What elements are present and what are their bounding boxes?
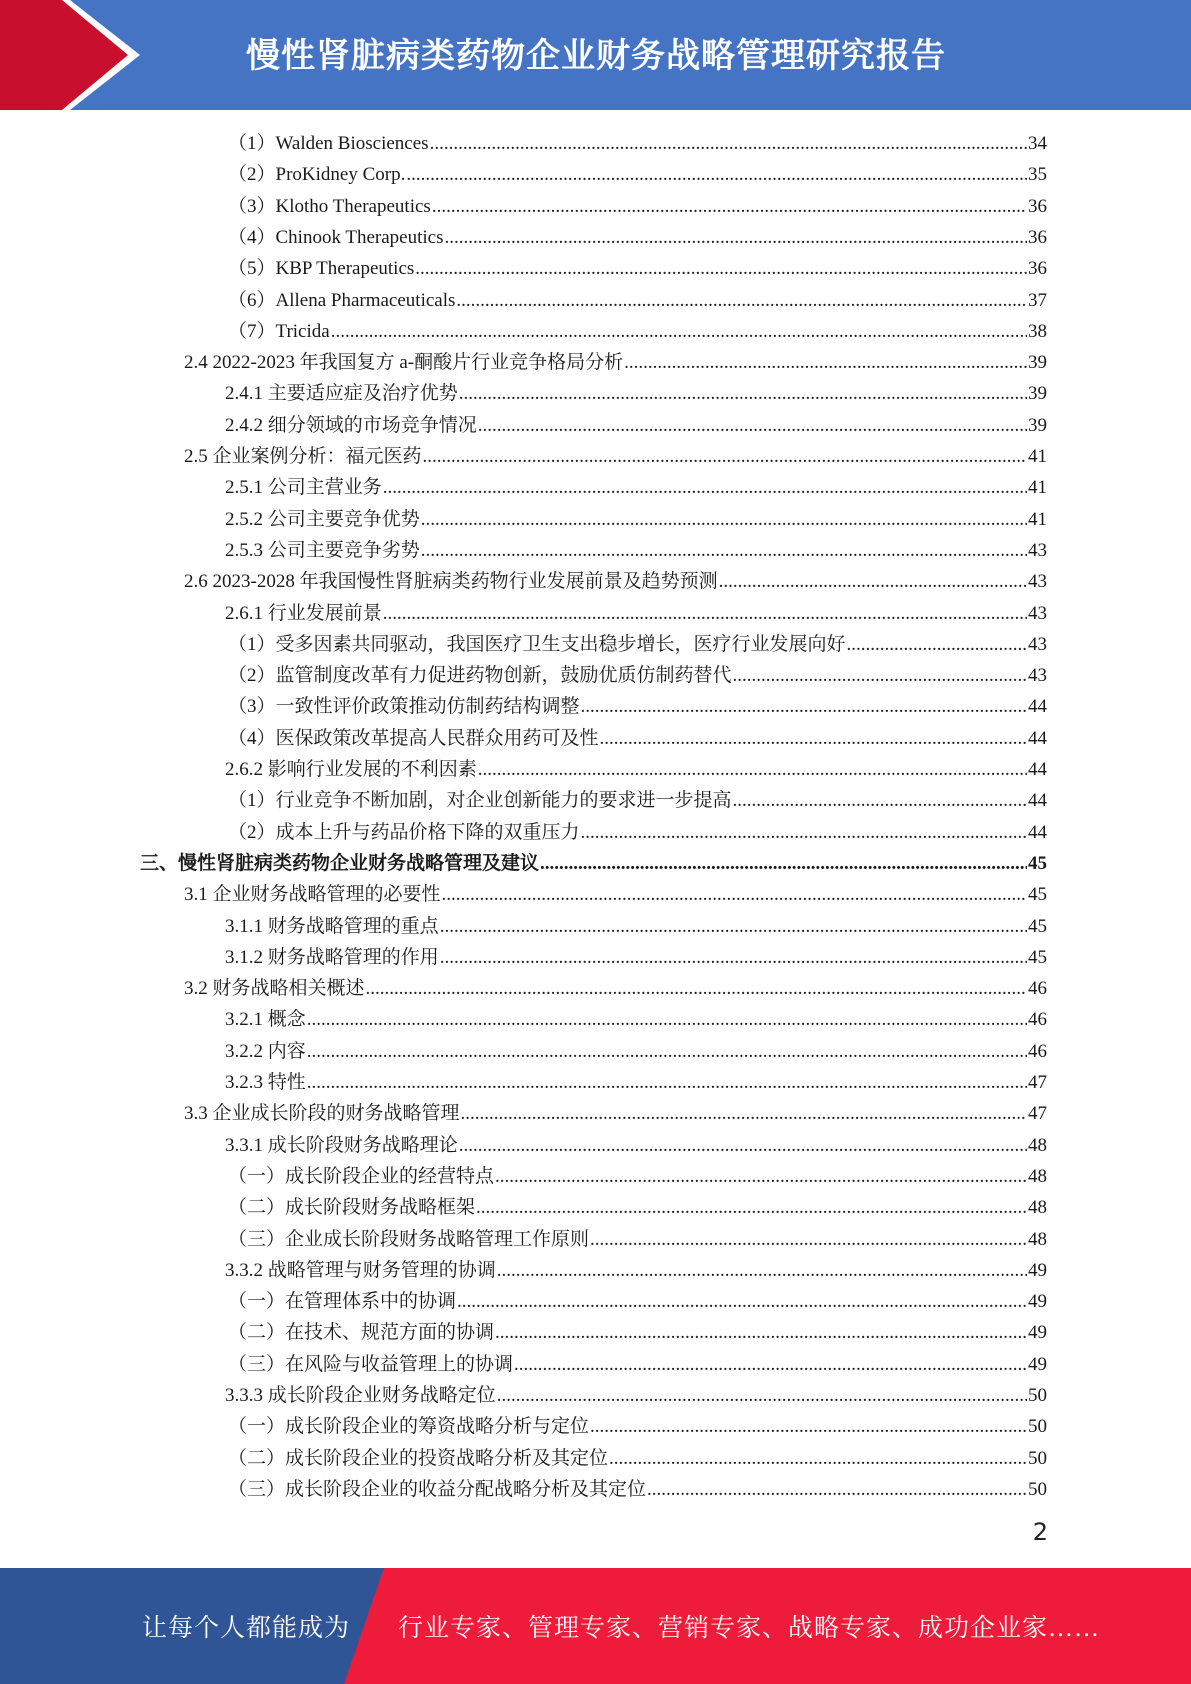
toc-entry-label: （二）成长阶段财务战略框架 xyxy=(228,1197,476,1219)
toc-entry[interactable] xyxy=(225,598,1047,629)
toc-dot-leader xyxy=(430,128,1027,159)
toc-entry[interactable] xyxy=(228,723,1047,754)
toc-entry-label: 2.6.2 影响行业发展的不利因素 xyxy=(225,759,477,780)
toc-dot-leader xyxy=(442,879,1027,910)
toc-entry[interactable] xyxy=(225,472,1047,503)
toc-entry[interactable] xyxy=(228,1286,1047,1317)
toc-entry[interactable] xyxy=(228,817,1047,848)
toc-entry[interactable] xyxy=(140,848,1047,879)
toc-entry[interactable] xyxy=(184,347,1047,378)
toc-entry[interactable] xyxy=(225,535,1047,566)
toc-dot-leader xyxy=(590,1224,1027,1255)
toc-entry-page: 39 xyxy=(1028,414,1047,436)
toc-entry-page: 46 xyxy=(1028,978,1047,1000)
toc-entry-label: （2）监管制度改革有力促进药物创新，鼓励优质仿制药替代 xyxy=(228,665,732,687)
report-title: 慢性肾脏病类药物企业财务战略管理研究报告 xyxy=(246,36,946,76)
toc-entry-page: 48 xyxy=(1028,1134,1047,1156)
toc-entry-page: 50 xyxy=(1028,1478,1047,1500)
toc-entry-label: （二）在技术、规范方面的协调 xyxy=(228,1322,495,1344)
toc-dot-leader xyxy=(459,1130,1027,1161)
toc-entry-page: 36 xyxy=(1028,226,1047,248)
toc-entry-page: 43 xyxy=(1028,602,1047,624)
toc-entry-label: （3）一致性评价政策推动仿制药结构调整 xyxy=(228,696,580,718)
toc-entry[interactable] xyxy=(228,660,1047,691)
toc-dot-leader xyxy=(497,1380,1027,1411)
toc-entry[interactable] xyxy=(228,285,1047,316)
toc-dot-leader xyxy=(476,1192,1027,1223)
toc-entry[interactable] xyxy=(184,1098,1047,1129)
toc-entry-label: 2.6.1 行业发展前景 xyxy=(225,602,382,624)
toc-entry[interactable] xyxy=(225,504,1047,535)
toc-entry-label: （3）Klotho Therapeutics xyxy=(228,195,431,217)
toc-entry[interactable] xyxy=(225,1067,1047,1098)
toc-entry-label: （5）KBP Therapeutics xyxy=(228,258,415,280)
toc-entry[interactable] xyxy=(228,1317,1047,1348)
toc-dot-leader xyxy=(444,222,1027,253)
toc-entry-page: 47 xyxy=(1028,1072,1047,1093)
toc-entry[interactable] xyxy=(225,1036,1047,1067)
toc-entry-label: 2.5.2 公司主要竞争优势 xyxy=(225,508,420,530)
toc-entry[interactable] xyxy=(184,441,1047,472)
toc-entry-label: 3.3.2 战略管理与财务管理的协调 xyxy=(225,1259,496,1281)
toc-entry[interactable] xyxy=(228,222,1047,253)
toc-entry-label: 2.6 2023-2028 年我国慢性肾脏病类药物行业发展前景及趋势预测 xyxy=(184,571,718,593)
footer-slogan-right: 行业专家、管理专家、营销专家、战略专家、成功企业家…… xyxy=(398,1615,1101,1642)
toc-dot-leader xyxy=(307,1004,1027,1035)
toc-dot-leader xyxy=(478,410,1027,441)
toc-entry-page: 49 xyxy=(1028,1353,1047,1375)
toc-entry-label: （4）医保政策改革提高人民群众用药可及性 xyxy=(228,727,599,749)
toc-entry-label: （7）Tricida xyxy=(228,320,330,342)
toc-entry[interactable] xyxy=(228,1411,1047,1442)
toc-dot-leader xyxy=(366,973,1027,1004)
toc-dot-leader xyxy=(600,723,1027,754)
toc-entry-label: 3.2.3 特性 xyxy=(225,1072,306,1093)
toc-dot-leader xyxy=(383,598,1027,629)
toc-entry[interactable] xyxy=(225,378,1047,409)
toc-entry-page: 43 xyxy=(1028,539,1047,561)
toc-dot-leader xyxy=(581,691,1027,722)
toc-entry[interactable] xyxy=(228,1474,1047,1505)
toc-entry-label: 3.3.1 成长阶段财务战略理论 xyxy=(225,1134,458,1156)
toc-entry[interactable] xyxy=(228,785,1047,816)
toc-entry-label: （1）受多因素共同驱动，我国医疗卫生支出稳步增长，医疗行业发展向好 xyxy=(228,633,846,655)
toc-dot-leader xyxy=(307,1036,1027,1067)
toc-entry-page: 44 xyxy=(1028,790,1047,812)
toc-dot-leader xyxy=(440,942,1027,973)
toc-entry[interactable] xyxy=(225,1004,1047,1035)
toc-entry-label: 2.4.2 细分领域的市场竞争情况 xyxy=(225,414,477,436)
toc-dot-leader xyxy=(331,316,1027,347)
toc-entry[interactable] xyxy=(228,191,1047,222)
toc-dot-leader xyxy=(733,660,1027,691)
toc-dot-leader xyxy=(421,504,1027,535)
toc-dot-leader xyxy=(609,1443,1027,1474)
toc-entry[interactable] xyxy=(228,1161,1047,1192)
toc-entry[interactable] xyxy=(225,942,1047,973)
toc-entry-page: 44 xyxy=(1028,759,1047,780)
toc-dot-leader xyxy=(432,191,1027,222)
toc-entry[interactable] xyxy=(228,128,1047,159)
page-number: 2 xyxy=(1032,1518,1048,1546)
toc-entry-page: 44 xyxy=(1028,696,1047,718)
toc-dot-leader xyxy=(415,253,1027,284)
toc-entry-label: 2.5 企业案例分析：福元医药 xyxy=(184,446,422,467)
toc-dot-leader xyxy=(590,1411,1027,1442)
toc-entry-page: 50 xyxy=(1028,1447,1047,1469)
toc-entry-label: 2.5.1 公司主营业务 xyxy=(225,477,382,499)
toc-entry-page: 50 xyxy=(1028,1416,1047,1438)
toc-entry[interactable] xyxy=(228,629,1047,660)
toc-entry-label: 3.2.2 内容 xyxy=(225,1040,306,1062)
header-band xyxy=(0,0,1191,110)
toc-entry[interactable] xyxy=(184,566,1047,597)
toc-entry-label: （三）企业成长阶段财务战略管理工作原则 xyxy=(228,1228,590,1250)
toc-entry-page: 49 xyxy=(1028,1291,1047,1313)
toc-dot-leader xyxy=(497,1255,1027,1286)
toc-entry-label: 3.1.1 财务战略管理的重点 xyxy=(225,915,439,937)
toc-entry[interactable] xyxy=(225,410,1047,441)
toc-dot-leader xyxy=(624,347,1027,378)
toc-entry-page: 34 xyxy=(1028,133,1047,154)
toc-entry-label: （6）Allena Pharmaceuticals xyxy=(228,289,456,311)
toc-dot-leader xyxy=(456,285,1027,316)
toc-dot-leader xyxy=(440,911,1027,942)
toc-entry[interactable] xyxy=(225,1380,1047,1411)
toc-entry-page: 35 xyxy=(1028,164,1047,186)
toc-entry[interactable] xyxy=(228,1349,1047,1380)
toc-dot-leader xyxy=(719,566,1027,597)
toc-dot-leader xyxy=(459,378,1027,409)
toc-entry[interactable] xyxy=(225,911,1047,942)
toc-entry[interactable] xyxy=(228,1224,1047,1255)
toc-entry-page: 47 xyxy=(1028,1103,1047,1125)
toc-dot-leader xyxy=(514,1349,1027,1380)
toc-entry-page: 45 xyxy=(1028,884,1047,906)
toc-dot-leader xyxy=(847,629,1027,660)
toc-entry-label: （2）成本上升与药品价格下降的双重压力 xyxy=(228,821,580,843)
toc-entry[interactable] xyxy=(228,316,1047,347)
toc-dot-leader xyxy=(461,1098,1027,1129)
toc-entry-page: 43 xyxy=(1028,665,1047,687)
toc-entry-label: （一）成长阶段企业的经营特点 xyxy=(228,1165,495,1187)
toc-dot-leader xyxy=(733,785,1027,816)
toc-entry[interactable] xyxy=(225,1255,1047,1286)
toc-entry-page: 39 xyxy=(1028,383,1047,405)
toc-entry[interactable] xyxy=(184,879,1047,910)
toc-dot-leader xyxy=(647,1474,1027,1505)
toc-entry-label: （4）Chinook Therapeutics xyxy=(228,226,444,248)
toc-entry-label: 2.4.1 主要适应症及治疗优势 xyxy=(225,383,458,405)
toc-entry-page: 36 xyxy=(1028,195,1047,217)
toc-entry-page: 45 xyxy=(1028,946,1047,968)
toc-entry-page: 38 xyxy=(1028,320,1047,342)
toc-entry-page: 48 xyxy=(1028,1165,1047,1187)
toc-entry-label: 3.2.1 概念 xyxy=(225,1009,306,1031)
toc-dot-leader xyxy=(406,159,1027,190)
toc-entry-page: 45 xyxy=(1028,852,1047,874)
toc-entry-page: 48 xyxy=(1028,1228,1047,1250)
toc-entry-label: （一）在管理体系中的协调 xyxy=(228,1291,457,1313)
toc-dot-leader xyxy=(423,441,1027,472)
toc-entry-label: 三、慢性肾脏病类药物企业财务战略管理及建议 xyxy=(140,852,540,874)
toc-entry-page: 37 xyxy=(1028,289,1047,311)
toc-dot-leader xyxy=(581,817,1027,848)
toc-entry[interactable] xyxy=(228,253,1047,284)
toc-entry-label: 3.1.2 财务战略管理的作用 xyxy=(225,946,439,968)
toc-entry-page: 41 xyxy=(1028,446,1047,467)
toc-entry[interactable] xyxy=(184,973,1047,1004)
toc-dot-leader xyxy=(307,1067,1027,1098)
toc-entry-label: （一）成长阶段企业的筹资战略分析与定位 xyxy=(228,1416,590,1438)
footer-slogan-left: 让每个人都能成为 xyxy=(142,1615,351,1642)
toc-entry-page: 41 xyxy=(1028,508,1047,530)
toc-entry-page: 43 xyxy=(1028,633,1047,655)
toc-dot-leader xyxy=(495,1317,1027,1348)
toc-entry-label: 3.1 企业财务战略管理的必要性 xyxy=(184,884,441,906)
toc-dot-leader xyxy=(478,754,1027,785)
toc-entry-label: 3.3.3 成长阶段企业财务战略定位 xyxy=(225,1385,496,1406)
toc-entry[interactable] xyxy=(228,159,1047,190)
toc-entry-label: （1）行业竞争不断加剧，对企业创新能力的要求进一步提高 xyxy=(228,790,732,812)
toc-dot-leader xyxy=(421,535,1027,566)
toc-entry-page: 50 xyxy=(1028,1385,1047,1406)
toc-entry-label: （二）成长阶段企业的投资战略分析及其定位 xyxy=(228,1447,609,1469)
toc-entry-page: 36 xyxy=(1028,258,1047,280)
toc-entry[interactable] xyxy=(225,1130,1047,1161)
toc-dot-leader xyxy=(383,472,1027,503)
toc-entry-page: 41 xyxy=(1028,477,1047,499)
toc-entry-page: 44 xyxy=(1028,727,1047,749)
toc-entry-page: 43 xyxy=(1028,571,1047,593)
toc-entry-label: （三）在风险与收益管理上的协调 xyxy=(228,1353,514,1375)
toc-dot-leader xyxy=(495,1161,1027,1192)
toc-entry-label: 2.5.3 公司主要竞争劣势 xyxy=(225,539,420,561)
toc-entry-page: 46 xyxy=(1028,1040,1047,1062)
toc-entry[interactable] xyxy=(228,691,1047,722)
toc-entry-page: 48 xyxy=(1028,1197,1047,1219)
toc-entry-page: 39 xyxy=(1028,352,1047,374)
toc-entry-label: （三）成长阶段企业的收益分配战略分析及其定位 xyxy=(228,1478,647,1500)
toc-entry-page: 49 xyxy=(1028,1322,1047,1344)
toc-entry-page: 44 xyxy=(1028,821,1047,843)
toc-entry-label: 3.3 企业成长阶段的财务战略管理 xyxy=(184,1103,460,1125)
toc-dot-leader xyxy=(540,848,1027,879)
toc-entry-label: 2.4 2022-2023 年我国复方 a-酮酸片行业竞争格局分析 xyxy=(184,352,624,374)
toc-entry-page: 45 xyxy=(1028,915,1047,937)
footer-band xyxy=(0,1568,1191,1684)
toc-entry-label: 3.2 财务战略相关概述 xyxy=(184,978,365,1000)
toc-entry[interactable] xyxy=(228,1443,1047,1474)
toc-entry[interactable] xyxy=(225,754,1047,785)
toc-dot-leader xyxy=(457,1286,1027,1317)
toc-entry-page: 49 xyxy=(1028,1259,1047,1281)
toc-entry-page: 46 xyxy=(1028,1009,1047,1031)
toc-entry-label: （2）ProKidney Corp. xyxy=(228,164,406,186)
toc-entry[interactable] xyxy=(228,1192,1047,1223)
toc-entry-label: （1）Walden Biosciences xyxy=(228,133,429,154)
